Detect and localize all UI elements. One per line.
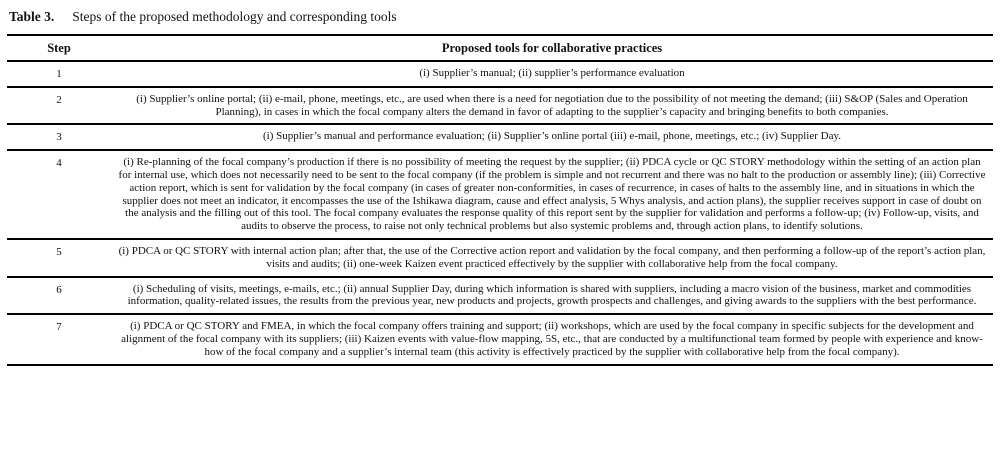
- table-row: [7, 60, 993, 86]
- step-number: 7: [56, 321, 62, 334]
- tools-text: (i) Supplier’s online portal; (ii) e-mail, phone, meetings, etc., are used when there is a need for negotiation due to the possibility of not meeting the demand; (iii) S&OP (Sales and Operation Planning), in cases in which the focal company alters the demand in favor of adapting to the supplier’s capacity and bringing benefits to both companies.: [136, 92, 968, 118]
- table-header-row: [7, 36, 993, 60]
- table-caption: [7, 6, 993, 34]
- table-row: [7, 123, 993, 149]
- tools-text: (i) PDCA or QC STORY and FMEA, in which the focal company offers training and support; (ii) workshops, which are used by the focal company in specific subjects for the development and alignment of the focal company with its suppliers; (iii) Kaizen events with value-flow mapping, 5S, etc., that are conducted by a multifunctional team formed by people with experience and know-how of the focal company and a supplier’s internal team (this activity is effectively practiced by the supplier with collaborative help from the focal company).: [121, 320, 983, 358]
- step-number: 2: [56, 93, 62, 106]
- tools-text: (i) Supplier’s manual; (ii) supplier’s performance evaluation: [419, 67, 685, 79]
- step-number: 4: [56, 157, 62, 170]
- header-step: Step: [47, 41, 71, 55]
- table-label: Table 3.: [9, 9, 55, 24]
- tools-text: (i) Scheduling of visits, meetings, e-mails, etc.; (ii) annual Supplier Day, during which information is shared with suppliers, including a macro vision of the business, market and commodities information, quality-related issues, the results from the previous year, new products and projects, growth prospects and challenges, and giving awards to the suppliers with the best performance.: [127, 282, 977, 308]
- step-number: 6: [56, 283, 62, 296]
- step-number: 3: [56, 131, 62, 144]
- tools-text: (i) Re-planning of the focal company’s production if there is no possibility of meeting the request by the supplier; (ii) PDCA cycle or QC STORY methodology within the setting of an action plan for internal use, which does not necessarily need to be sent to the focal company (if the problem is simple and not recurrent and there was no halt to the production or assembly line); (iii) Corrective action report, which is sent for validation by the focal company (in cases of greater non-conformities, in cases of recurrence, in cases of halts to the assembly line, and in situations in which the supplier does not meet an indicator, it encompasses the use of the Ishikawa diagram, cause and effect analysis, 5 Whys analysis, and action plans), the supplier receives support in case of doubt on the analysis and the filling out of this tool. The focal company evaluates the response quality of this report sent by the supplier for validation and performs a follow-up; (iv) Follow-up, visits, and audits to observe the process, to raise not only technical problems but also systemic problems and, through action plans, to identify solutions.: [118, 156, 986, 233]
- step-number: 1: [56, 68, 62, 80]
- header-tools: Proposed tools for collaborative practices: [441, 41, 663, 55]
- step-number: 5: [56, 245, 62, 258]
- table: [7, 34, 993, 366]
- table-row: [7, 86, 993, 124]
- table-row: [7, 149, 993, 238]
- table-title: Steps of the proposed methodology and corresponding tools: [72, 9, 397, 24]
- tools-text: (i) Supplier’s manual and performance evaluation; (ii) Supplier’s online portal (iii) e-mail, phone, meetings, etc.; (iv) Supplier Day.: [262, 130, 842, 143]
- tools-text: (i) PDCA or QC STORY with internal action plan; after that, the use of the Corrective action report and validation by the focal company, and then performing a follow-up of the report’s action plan, visits and audits; (ii) one-week Kaizen event practiced effectively by the supplier with collaborative help from the focal company.: [118, 244, 986, 270]
- table-row: [7, 238, 993, 276]
- table-row: [7, 276, 993, 314]
- table-row: [7, 313, 993, 363]
